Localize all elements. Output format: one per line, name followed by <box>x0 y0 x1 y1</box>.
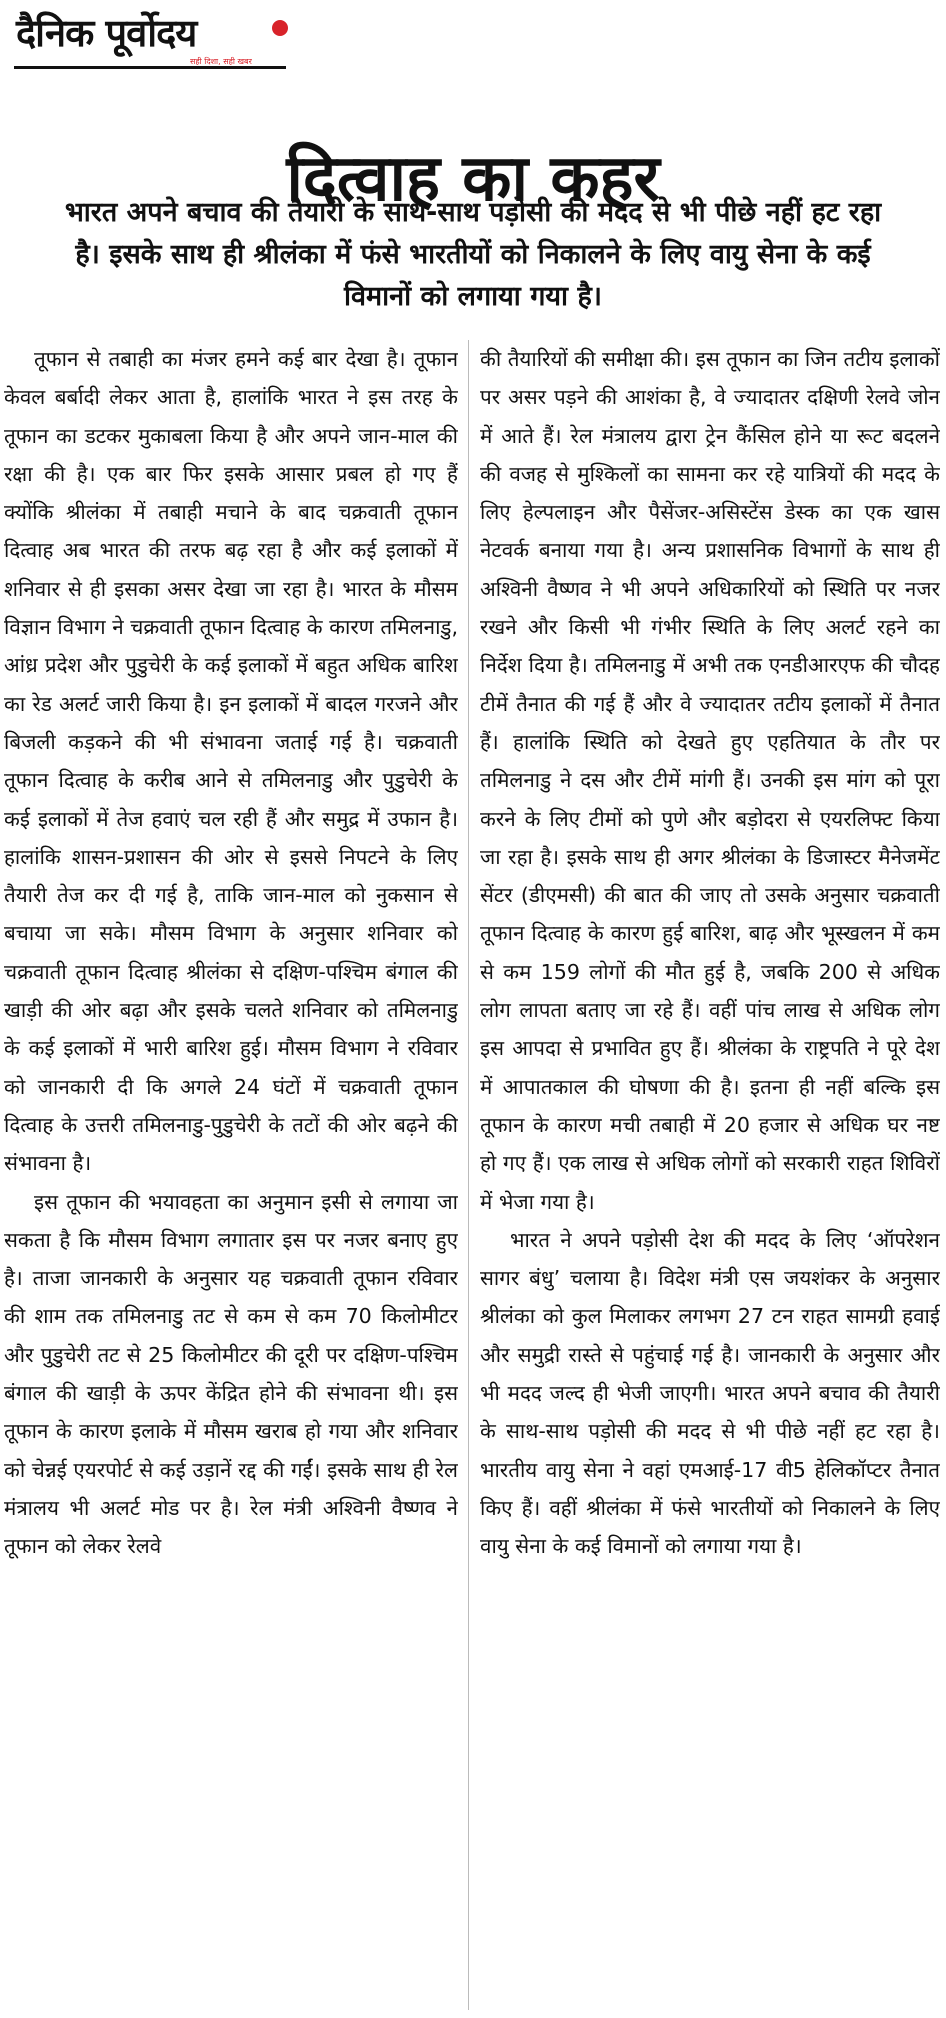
article-intro: भारत अपने बचाव की तैयारी के साथ-साथ पड़ोसी की मदद से भी पीछे नहीं हट रहा है। इसके साथ ही श्रीलंका में फंसे भारतीयों को निकालने के लिए वायु सेना के कई विमानों को लगाया गया है। <box>64 197 882 312</box>
newspaper-logo: दैनिक पूर्वोदय <box>16 11 197 55</box>
tagline: सही दिशा, सही खबर <box>190 57 252 66</box>
paragraph: इस तूफान की भयावहता का अनुमान इसी से लगाया जा सकता है कि मौसम विभाग लगातार इस पर नजर बनाए हुए है। ताजा जानकारी के अनुसार यह चक्रवाती तूफान रविवार की शाम तक तमिलनाडु तट से कम से कम 70 किलोमीटर और पुडुचेरी तट से 25 किलोमीटर की दूरी पर दक्षिण-पश्चिम बंगाल की खाड़ी के ऊपर केंद्रित होने की संभावना थी। इस तूफान के कारण इलाके में मौसम खराब हो गया और शनिवार को चेन्नई एयरपोर्ट से कई उड़ानें रद्द की गईं। इसके साथ ही रेल मंत्रालय भी अलर्ट मोड पर है। रेल मंत्री अश्विनी वैष्णव ने तूफान को लेकर रेलवे <box>4 1189 458 1559</box>
article-right-column <box>480 340 940 2010</box>
column-divider <box>468 340 469 2010</box>
masthead-rule <box>14 66 286 69</box>
sun-logo-icon <box>272 20 288 36</box>
article-headline: दित्वाह का कहर <box>286 141 660 216</box>
paragraph: तूफान से तबाही का मंजर हमने कई बार देखा है। तूफान केवल बर्बादी लेकर आता है, हालांकि भारत ने इस तरह के तूफान का डटकर मुकाबला किया है और अपने जान-माल की रक्षा की है। एक बार फिर इसके आसार प्रबल हो गए हैं क्योंकि श्रीलंका में तबाही मचाने के बाद चक्रवाती तूफान दित्वाह अब भारत की तरफ बढ़ रहा है और कई इलाकों में शनिवार से ही इसका असर देखा जा रहा है। भारत के मौसम विज्ञान विभाग ने चक्रवाती तूफान दित्वाह के कारण तमिलनाडु, आंध्र प्रदेश और पुडुचेरी के कई इलाकों में बहुत अधिक बारिश का रेड अलर्ट जारी किया है। इन इलाकों में बादल गरजने और बिजली कड़कने की भी संभावना जताई गई है। चक्रवाती तूफान दित्वाह के करीब आने से तमिलनाडु और पुडुचेरी के कई इलाकों में तेज हवाएं चल रही हैं और समुद्र में उफान है। हालांकि शासन-प्रशासन की ओर से इससे निपटने के लिए तैयारी तेज कर दी गई है, ताकि जान-माल को नुकसान से बचाया जा सके। मौसम विभाग के अनुसार शनिवार को चक्रवाती तूफान दित्वाह श्रीलंका से दक्षिण-पश्चिम बंगाल की खाड़ी की ओर बढ़ा और इसके चलते शनिवार को तमिलनाडु के कई इलाकों में भारी बारिश हुई। मौसम विभाग ने रविवार को जानकारी दी कि अगले 24 घंटों में चक्रवाती तूफान दित्वाह के उत्तरी तमिलनाडु-पुडुचेरी के तटों की ओर बढ़ने की संभावना है। <box>4 347 458 1176</box>
paragraph: भारत ने अपने पड़ोसी देश की मदद के लिए ‘ऑपरेशन सागर बंधु’ चलाया है। विदेश मंत्री एस जयशंकर के अनुसार श्रीलंका को कुल मिलाकर लगभग 27 टन राहत सामग्री हवाई और समुद्री रास्ते से पहुंचाई गई है। जानकारी के अनुसार और भी मदद जल्द ही भेजी जाएगी। भारत अपने बचाव की तैयारी के साथ-साथ पड़ोसी की मदद से भी पीछे नहीं हट रहा है। भारतीय वायु सेना ने वहां एमआई-17 वी5 हेलिकॉप्टर तैनात किए हैं। वहीं श्रीलंका में फंसे भारतीयों को निकालने के लिए वायु सेना के कई विमानों को लगाया गया है। <box>480 1227 940 1559</box>
article-left-column <box>4 340 458 2010</box>
masthead <box>14 6 284 70</box>
paragraph: की तैयारियों की समीक्षा की। इस तूफान का जिन तटीय इलाकों पर असर पड़ने की आशंका है, वे ज्यादातर दक्षिणी रेलवे जोन में आते हैं। रेल मंत्रालय द्वारा ट्रेन कैंसिल होने या रूट बदलने की वजह से मुश्किलों का सामना कर रहे यात्रियों की मदद के लिए हेल्पलाइन और पैसेंजर-असिस्टेंस डेस्क का एक खास नेटवर्क बनाया गया है। अन्य प्रशासनिक विभागों के साथ ही अश्विनी वैष्णव ने भी अपने अधिकारियों को स्थिति पर नजर रखने और किसी भी गंभीर स्थिति के लिए अलर्ट रहने का निर्देश दिया है। तमिलनाडु में अभी तक एनडीआरएफ की चौदह टीमें तैनात की गई हैं और वे ज्यादातर तटीय इलाकों में तैनात हैं। हालांकि स्थिति को देखते हुए एहतियात के तौर पर तमिलनाडु ने दस और टीमें मांगी हैं। उनकी इस मांग को पूरा करने के लिए टीमों को पुणे और बड़ोदरा से एयरलिफ्ट किया जा रहा है। इसके साथ ही अगर श्रीलंका के डिजास्टर मैनेजमेंट सेंटर (डीएमसी) की बात की जाए तो उसके अनुसार चक्रवाती तूफान दित्वाह के कारण हुई बारिश, बाढ़ और भूस्खलन में कम से कम 159 लोगों की मौत हुई है, जबकि 200 से अधिक लोग लापता बताए जा रहे हैं। वहीं पांच लाख से अधिक लोग इस आपदा से प्रभावित हुए हैं। श्रीलंका के राष्ट्रपति ने पूरे देश में आपातकाल की घोषणा की है। इतना ही नहीं बल्कि इस तूफान के कारण मची तबाही में 20 हजार से अधिक घर नष्ट हो गए हैं। एक लाख से अधिक लोगों को सरकारी राहत शिविरों में भेजा गया है। <box>480 347 940 1214</box>
